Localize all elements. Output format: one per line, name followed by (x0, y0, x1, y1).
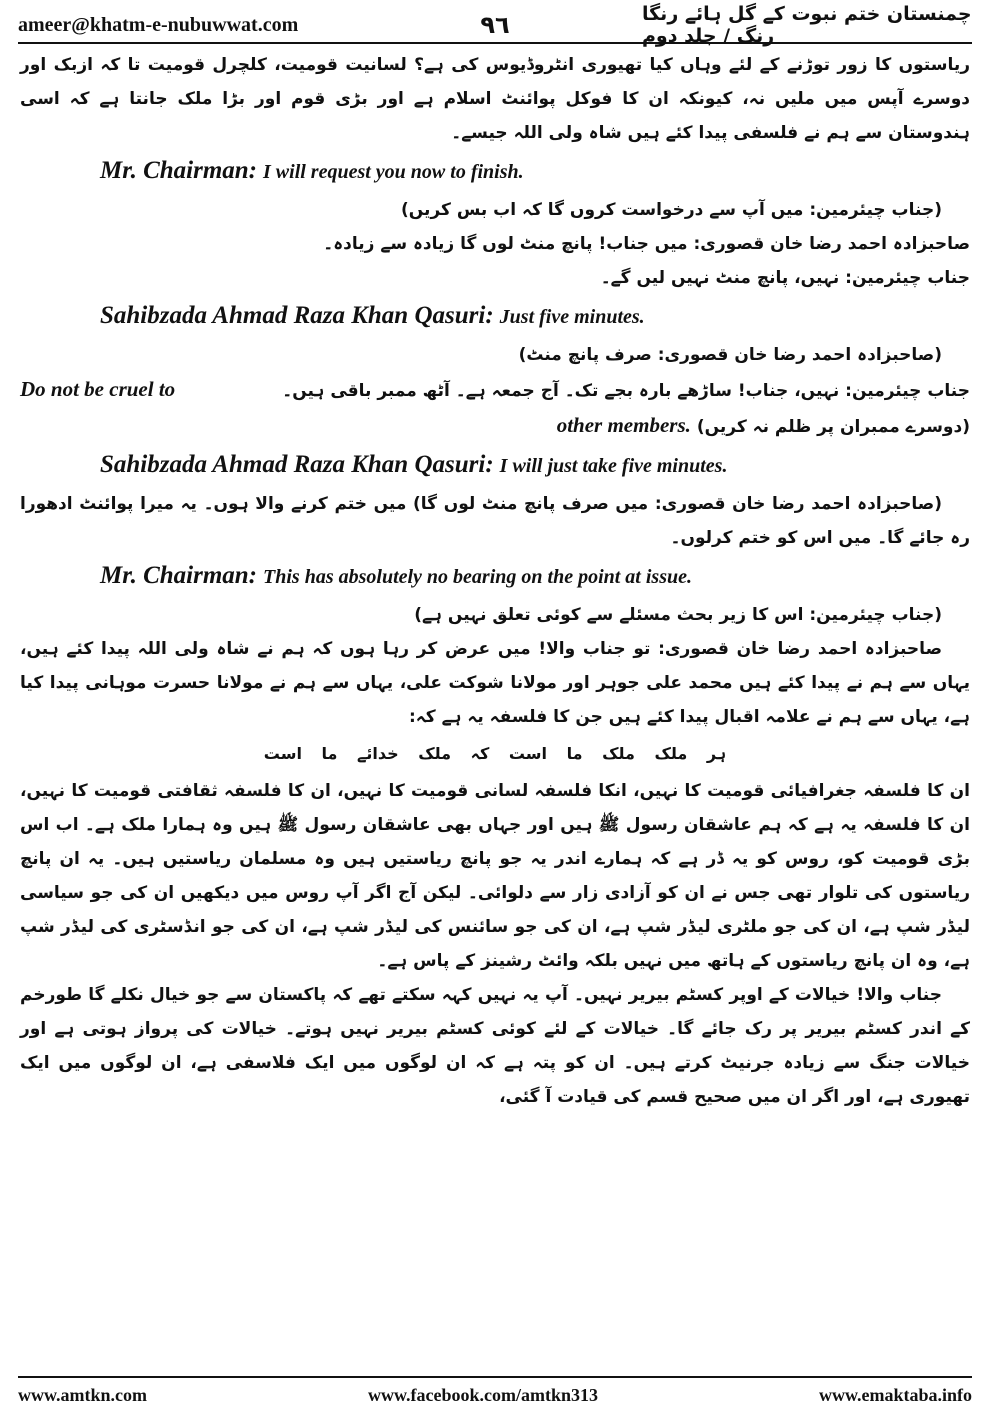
speaker-name: Mr. Chairman: (100, 157, 258, 184)
urdu-dialogue: جناب چیئرمین: نہیں، جناب! ساڑھے بارہ بجے تک۔ آج جمعہ ہے۔ آٹھ ممبر باقی ہیں۔ (282, 381, 970, 401)
footer-link-emaktaba[interactable]: www.emaktaba.info (818, 1384, 972, 1405)
english-dialogue (20, 150, 970, 193)
paragraph: ریاستوں کا زور توڑنے کے لئے وہاں کیا تھیوری انٹروڈیوس کی ہے؟ لسانیت قومیت، کلچرل قومیت تا کہ ازبک اور دوسرے آپس میں ملیں نہ، کیونکہ ان کا فوکل پوائنٹ اسلام ہے اور بڑی قوم اور بڑا ملک جانتا ہے کہ اسی ہندوستان سے ہم نے فلسفی پیدا کئے ہیں شاہ ولی اللہ جیسے۔ (20, 55, 970, 143)
urdu-dialogue: صاحبزادہ احمد رضا خان قصوری: میں جناب! پانچ منٹ لوں گا زیادہ سے زیادہ۔ (323, 234, 970, 254)
english-dialogue (20, 295, 970, 338)
speaker-name: Mr. Chairman: (100, 562, 258, 589)
paragraph: ان کا فلسفہ جغرافیائی قومیت کا نہیں، انکا فلسفہ لسانی قومیت کا نہیں، ان کا فلسفہ ثقافتی قومیت کا نہیں، ان کا فلسفہ یہ ہے کہ ہم عاشقان رسول ﷺ ہیں اور جہاں بھی عاشقان رسول ﷺ ہیں وہ ہمارا ملک ہے۔ اب اس بڑی قومیت کو، روس کو یہ ڈر ہے کہ ہمارے اندر یہ جو پانچ ریاستیں ہیں وہ مسلمان ریاستیں ہیں۔ یہ ان پانچ ریاستوں کی تلوار تھی جس نے ان کو آزادی زار سے دلوائی۔ لیکن آج اگر آپ روس میں دیکھیں ان کی جو سیاسی لیڈر شپ ہے، ان کی جو ملٹری لیڈر شپ ہے، ان کی جو سائنس کی لیڈر شپ ہے، ان کی جو انڈسٹری کی لیڈر شپ ہے، وہ ان پانچ ریاستوں کے ہاتھ میں نہیں بلکہ وائٹ رشینز کے پاس ہے۔ (20, 781, 970, 971)
footer-link-amtkn[interactable]: www.amtkn.com (18, 1384, 147, 1405)
page-number: ۹٦ (480, 11, 510, 39)
english-dialogue (20, 444, 970, 487)
mixed-language-line (20, 372, 970, 408)
dialogue-text: This has absolutely no bearing on the point at issue. (263, 566, 692, 588)
book-title: چمنستان ختم نبوت کے گل ہائے رنگا رنگ / جلد دوم (642, 3, 972, 47)
speaker-name: Sahibzada Ahmad Raza Khan Qasuri: (100, 451, 494, 478)
page-footer (18, 1376, 972, 1412)
urdu-dialogue: صاحبزادہ احمد رضا خان قصوری: تو جناب والا! میں عرض کر رہا ہوں کہ ہم نے شاہ ولی اللہ پیدا کئے ہیں، یہاں سے ہم نے پیدا کئے ہیں محمد علی جوہر اور مولانا شوکت علی، یہاں سے ہم نے مولانا حسرت موہانی پیدا کیا ہے، یہاں سے ہم نے علامہ اقبال پیدا کئے ہیں جن کا فلسفہ یہ ہے کہ: (20, 639, 970, 727)
urdu-translation: (صاحبزادہ احمد رضا خان قصوری: صرف پانچ منٹ) (518, 345, 942, 365)
dialogue-text: Just five minutes. (499, 306, 645, 328)
urdu-translation: (جناب چیئرمین: میں آپ سے درخواست کروں گا کہ اب بس کریں) (400, 200, 942, 220)
speaker-name: Sahibzada Ahmad Raza Khan Qasuri: (100, 302, 494, 329)
urdu-dialogue: (صاحبزادہ احمد رضا خان قصوری: میں صرف پانچ منٹ لوں گا) میں ختم کرنے والا ہوں۔ یہ میرا پوائنٹ ادھورا رہ جائے گا۔ میں اس کو ختم کرلوں۔ (20, 494, 970, 548)
dialogue-text: I will just take five minutes. (499, 455, 728, 477)
page-body (20, 48, 970, 1364)
paragraph: جناب والا! خیالات کے اوپر کسٹم بیریر نہیں۔ آپ یہ نہیں کہہ سکتے تھے کہ پاکستان سے جو خیال نکلے گا طورخم کے اندر کسٹم بیریر پر رک جائے گا۔ خیالات کے لئے کوئی کسٹم بیریر نہیں ہوتے۔ خیالات کی پرواز ہوتی ہے اور خیالات جنگ سے زیادہ جرنیٹ کرتے ہیں۔ ان کو پتہ ہے کہ ان لوگوں میں ایک فلاسفی ہے، ان لوگوں میں ایک تھیوری ہے، اور اگر ان میں صحیح قسم کی قیادت آ گئی، (20, 985, 970, 1107)
header-email: ameer@khatm-e-nubuwwat.com (18, 13, 299, 36)
footer-link-facebook[interactable]: www.facebook.com/amtkn313 (367, 1384, 598, 1405)
page-header (18, 3, 972, 47)
english-dialogue (20, 555, 970, 598)
mixed-language-line (20, 408, 970, 444)
urdu-translation: (جناب چیئرمین: اس کا زیر بحث مسئلے سے کوئی تعلق نہیں ہے) (414, 605, 942, 625)
english-phrase: other members. (556, 413, 691, 437)
dialogue-text: I will request you now to finish. (263, 161, 524, 183)
urdu-dialogue: جناب چیئرمین: نہیں، پانچ منٹ نہیں لیں گے۔ (600, 268, 970, 288)
urdu-translation: (دوسرے ممبران پر ظلم نہ کریں) (696, 417, 970, 437)
persian-verse: ہر ملک ملک ما است کہ ملک خدائے ما است (263, 744, 727, 763)
english-phrase: Do not be cruel to (20, 377, 176, 401)
